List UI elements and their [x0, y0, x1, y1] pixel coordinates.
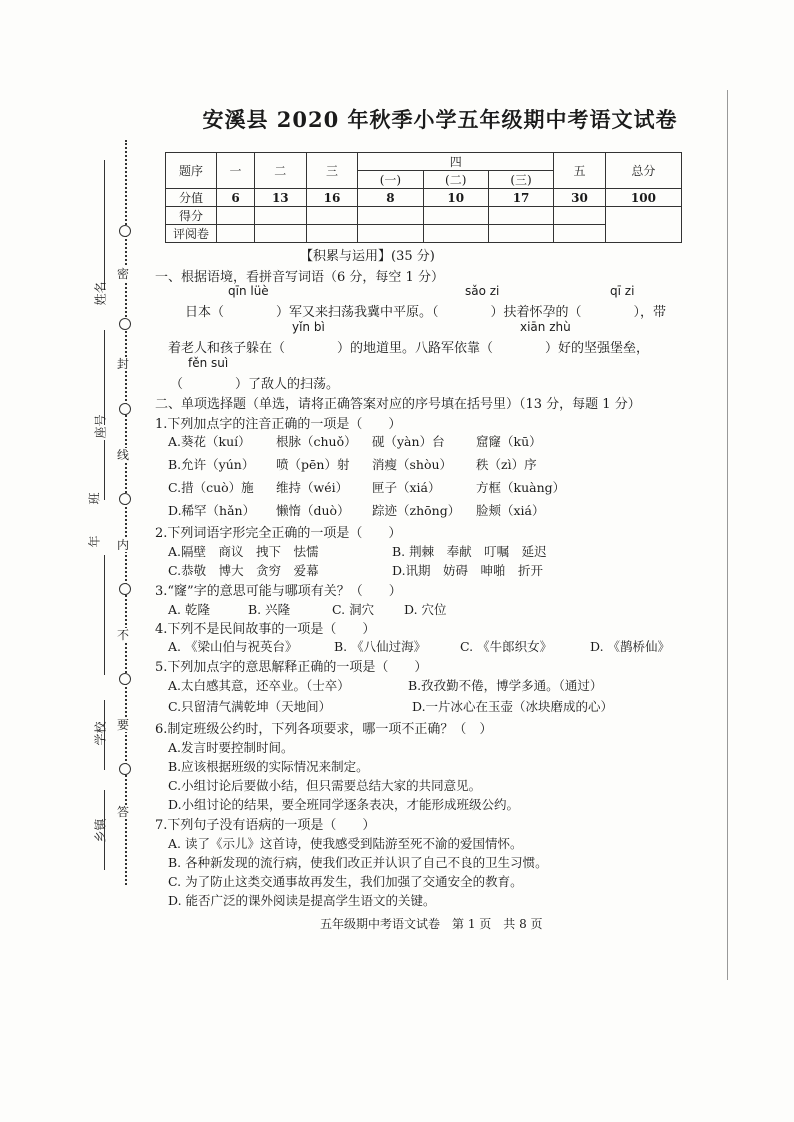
seat-underline — [104, 330, 105, 425]
row-label: 评阅卷 — [166, 225, 217, 243]
option: C.措（cuò）施 — [168, 480, 254, 495]
seal-char: 线 — [117, 448, 130, 462]
pinyin: qīn lüè — [228, 284, 269, 298]
row-label: 分值 — [166, 189, 217, 207]
pinyin: qī zi — [610, 284, 635, 298]
section-header: 【积累与运用】(35 分) — [300, 249, 435, 264]
option: B. 《八仙过海》 — [334, 639, 427, 654]
grade-underline — [104, 555, 105, 675]
seal-char: 要 — [117, 718, 130, 732]
seal-char: 内 — [117, 538, 130, 552]
binding-hole — [119, 225, 131, 237]
q1-heading: 一、根据语境，看拼音写词语（6 分，每空 1 分） — [155, 270, 444, 285]
option: D.小组讨论的结果，要全班同学逐条表决，才能形成班级公约。 — [168, 797, 520, 812]
option: D. 能否广泛的课外阅读是提高学生语文的关键。 — [168, 893, 436, 908]
col-head: 二 — [254, 153, 306, 189]
pinyin: fěn suì — [188, 356, 229, 370]
option: 根脉（chuǒ） — [276, 434, 357, 449]
option: B.孜孜勤不倦，博学多通。（通过） — [408, 678, 603, 693]
q1-line1: 日本（ ）军又来扫荡我冀中平原。（ ）扶着怀孕的（ ），带 — [185, 305, 667, 320]
sub-head: (三) — [488, 171, 553, 189]
class-underline — [104, 440, 105, 500]
pinyin: xiān zhù — [520, 320, 571, 334]
option: 消瘦（shòu） — [372, 457, 453, 472]
option: 喷（pēn）射 — [276, 457, 350, 472]
score-cell: 6 — [217, 189, 255, 207]
col-head: 一 — [217, 153, 255, 189]
q2-5-stem: 5.下列加点字的意思解释正确的一项是（ ） — [155, 660, 428, 675]
option: C.恭敬 博大 贪穷 爱幕 — [168, 563, 319, 578]
q2-1-stem: 1.下列加点字的注音正确的一项是（ ） — [155, 417, 402, 432]
class-label: 班 — [87, 492, 102, 505]
q2-4-stem: 4.下列不是民间故事的一项是（ ） — [155, 622, 376, 637]
town-label: 乡镇 — [93, 818, 108, 843]
col-head: 总分 — [605, 153, 681, 189]
seal-char: 不 — [117, 628, 130, 642]
option: D.一片冰心在玉壶（冰块磨成的心） — [412, 699, 614, 714]
option: A.发言时要控制时间。 — [168, 740, 294, 755]
score-cell: 30 — [554, 189, 606, 207]
score-cell: 17 — [488, 189, 553, 207]
col-head: 四 — [358, 153, 554, 171]
option: D.讯期 妨碍 呻啪 折开 — [392, 563, 544, 578]
col-head-seq: 题序 — [166, 153, 217, 189]
school-label: 学校 — [93, 721, 108, 746]
option: A.隔壁 商议 拽下 怯懦 — [168, 544, 319, 559]
binding-hole — [119, 763, 131, 775]
seal-char: 封 — [117, 357, 130, 371]
score-cell: 10 — [423, 189, 488, 207]
grade-label: 年 — [87, 535, 102, 548]
option: A. 乾隆 — [168, 602, 210, 617]
option: A. 《梁山伯与祝英台》 — [168, 639, 298, 654]
option: B. 兴隆 — [248, 602, 291, 617]
page-edge-rule — [727, 90, 728, 980]
sub-head: (二) — [423, 171, 488, 189]
score-table — [165, 152, 682, 243]
seat-label: 座号 — [93, 414, 108, 439]
name-label: 姓名 — [93, 281, 108, 306]
option: C. 为了防止这类交通事故再发生，我们加强了交通安全的教育。 — [168, 874, 523, 889]
q2-6-stem: 6.制定班级公约时，下列各项要求，哪一项不正确？（ ） — [155, 722, 493, 737]
q2-3-stem: 3.“窿”字的意思可能与哪项有关？（ ） — [155, 584, 402, 599]
option: 脸颊（xiá） — [476, 503, 545, 518]
q2-heading: 二、单项选择题（单选，请将正确答案对应的序号填在括号里）（13 分，每题 1 分） — [155, 397, 641, 412]
score-cell: 16 — [306, 189, 358, 207]
option: 砚（yàn）台 — [372, 434, 445, 449]
seal-char: 答 — [117, 805, 130, 819]
exam-title: 安溪县 2020 年秋季小学五年级期中考语文试卷 — [202, 107, 678, 132]
option: C.只留清气满乾坤（天地间） — [168, 699, 332, 714]
col-head: 三 — [306, 153, 358, 189]
option: D. 《鹊桥仙》 — [590, 639, 671, 654]
q2-2-stem: 2.下列词语字形完全正确的一项是（ ） — [155, 526, 402, 541]
sub-head: (一) — [358, 171, 423, 189]
option: A.太白感其意，还卒业。（士卒） — [168, 678, 350, 693]
score-cell: 13 — [254, 189, 306, 207]
score-cell: 100 — [605, 189, 681, 207]
col-head: 五 — [554, 153, 606, 189]
binding-hole — [119, 583, 131, 595]
option: B.允许（yún） — [168, 457, 255, 472]
score-cell: 8 — [358, 189, 423, 207]
option: A. 读了《示儿》这首诗，使我感受到陆游至死不渝的爱国情怀。 — [168, 836, 523, 851]
pinyin: sǎo zi — [465, 284, 500, 298]
option: 秩（zì）序 — [476, 457, 537, 472]
option: 匣子（xiá） — [372, 480, 441, 495]
option: B.应该根据班级的实际情况来制定。 — [168, 759, 369, 774]
option: 维持（wéi） — [276, 480, 349, 495]
q1-line2: 着老人和孩子躲在（ ）的地道里。八路军依靠（ ）好的坚强堡垒， — [168, 341, 650, 356]
pinyin: yǐn bì — [292, 320, 325, 334]
option: A.葵花（kuí） — [168, 434, 251, 449]
option: 懒惰（duò） — [276, 503, 350, 518]
option: C. 洞穴 — [332, 602, 375, 617]
q2-7-stem: 7.下列句子没有语病的一项是（ ） — [155, 818, 376, 833]
option: 方框（kuàng） — [476, 480, 566, 495]
option: B. 各种新发现的流行病，使我们改正并认识了自己不良的卫生习惯。 — [168, 855, 548, 870]
name-underline — [104, 160, 105, 290]
row-label: 得分 — [166, 207, 217, 225]
option: C.小组讨论后要做小结，但只需要总结大家的共同意见。 — [168, 778, 482, 793]
option: 踪迹（zhōng） — [372, 503, 461, 518]
binding-hole — [119, 318, 131, 330]
option: B. 荆棘 奉献 叮嘱 延迟 — [392, 544, 547, 559]
binding-hole — [119, 673, 131, 685]
binding-hole — [119, 403, 131, 415]
seal-char: 密 — [117, 267, 130, 281]
option: 窟窿（kū） — [476, 434, 542, 449]
page-footer: 五年级期中考语文试卷 第 1 页 共 8 页 — [320, 917, 543, 931]
option: C. 《牛郎织女》 — [460, 639, 553, 654]
q1-line3: （ ）了敌人的扫荡。 — [170, 377, 340, 392]
option: D.稀罕（hǎn） — [168, 503, 256, 518]
binding-hole — [119, 493, 131, 505]
option: D. 穴位 — [404, 602, 447, 617]
